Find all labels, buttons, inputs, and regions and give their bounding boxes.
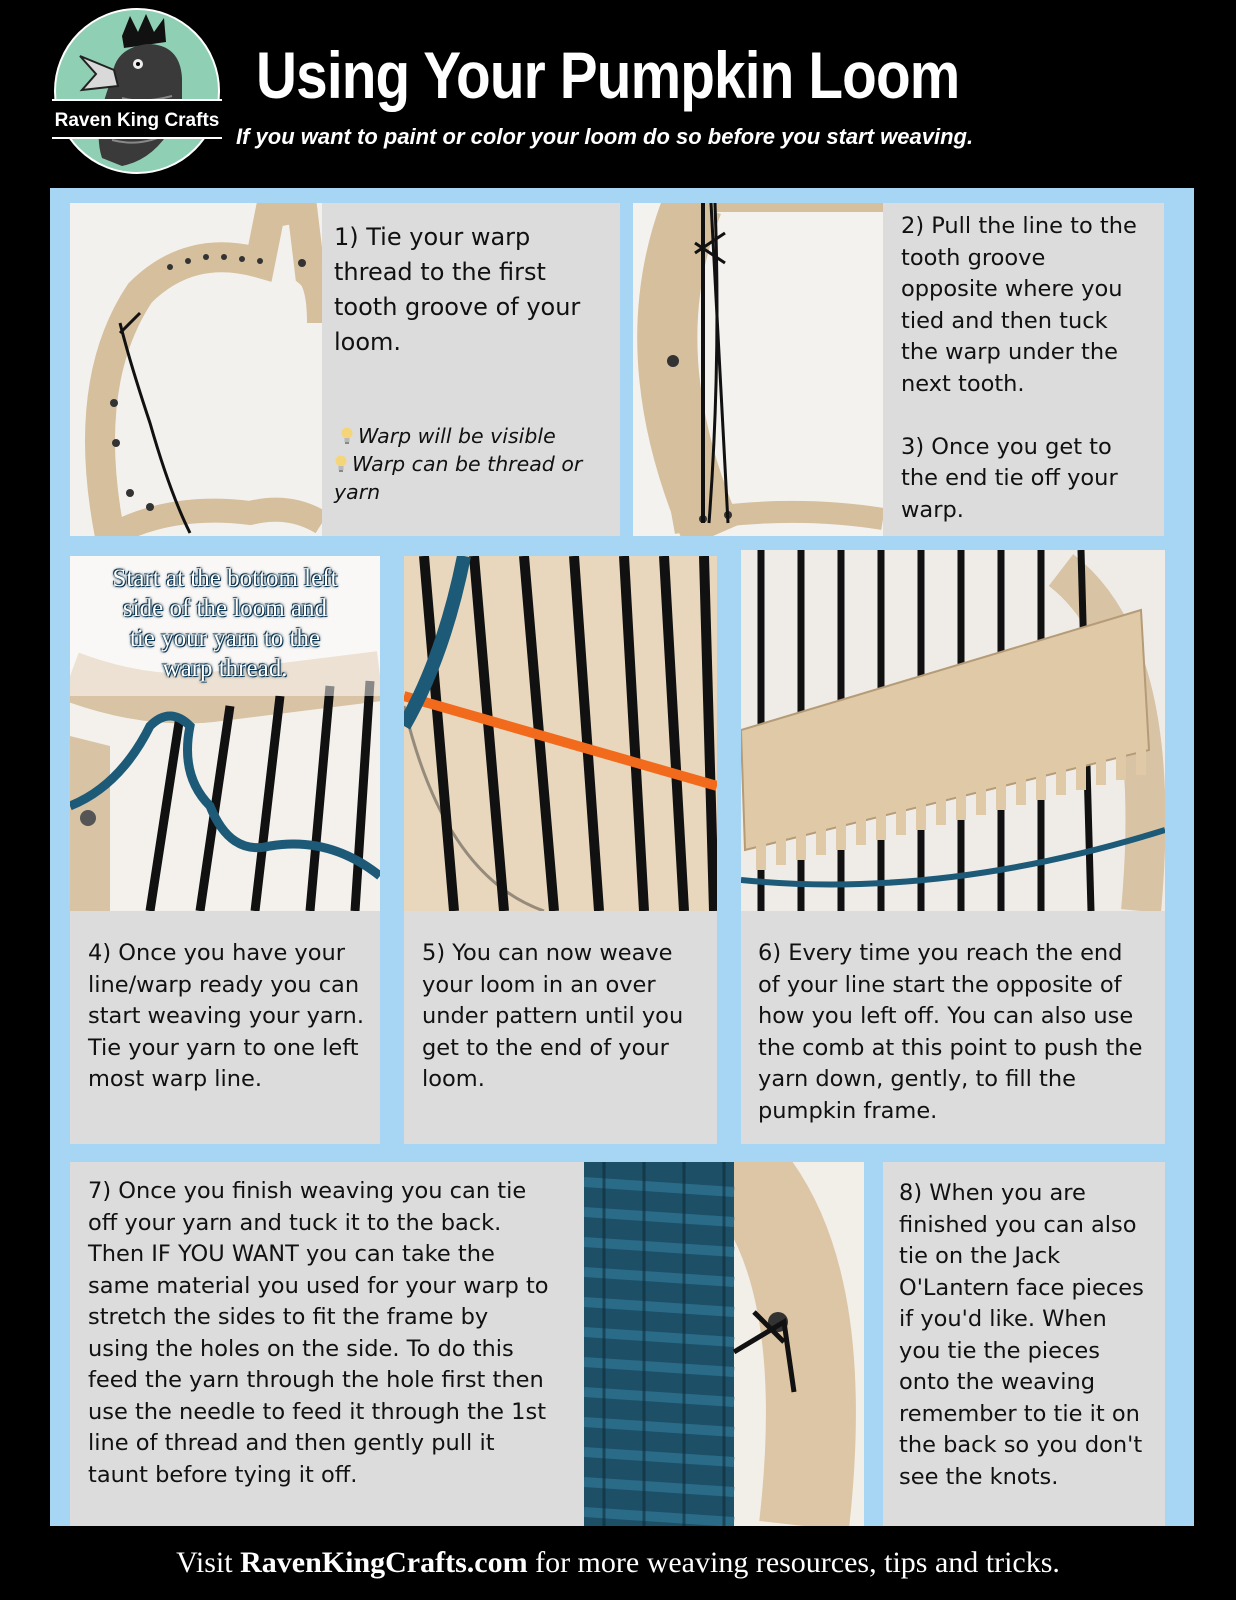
step2-3-text: 2) Pull the line to the tooth groove opposite where you tied and then tuck the warp under the next tooth. 3) Once you get to the end tie off your warp.: [901, 213, 1137, 523]
footer-site-link[interactable]: RavenKingCrafts.com: [240, 1546, 528, 1579]
step4-photo: [70, 556, 380, 911]
step6-photo: [741, 550, 1165, 911]
raven-king-logo: [52, 8, 222, 174]
page-subtitle: If you want to paint or color your loom do so before you start weaving.: [236, 124, 974, 149]
footer-suffix: for more weaving resources, tips and tricks.: [527, 1546, 1060, 1579]
step1-text: 1) Tie your warp thread to the first tooth groove of your loom.: [334, 223, 581, 356]
page-title: Using Your Pumpkin Loom: [256, 38, 960, 112]
step5-text: 5) You can now weave your loom in an over under pattern until you get to the end of your loom.: [422, 940, 684, 1092]
tip-text: Warp can be thread or yarn: [334, 452, 583, 504]
step1-tip-2: [334, 422, 604, 506]
logo-text: Raven King Crafts: [54, 110, 220, 131]
step4-photo-caption: Start at the bottom left side of the loom and tie your yarn to the warp thread.: [112, 565, 338, 682]
step7-photo: [584, 1162, 864, 1526]
step4-text: 4) Once you have your line/warp ready you can start weaving your yarn. Tie your yarn to one left most warp line.: [88, 940, 364, 1092]
footer-prefix: Visit: [176, 1546, 241, 1579]
lightbulb-icon: [334, 455, 348, 473]
step1-photo: [70, 203, 322, 536]
step6-text: 6) Every time you reach the end of your line start the opposite of how you left off. You can also use the comb at this point to push the yarn down, gently, to fill the pumpkin frame.: [758, 940, 1143, 1124]
step5-photo: [404, 556, 717, 911]
tip-text: Warp will be visible: [358, 424, 556, 448]
step2-photo: [633, 203, 883, 536]
step8-text: 8) When you are finished you can also tie on the Jack O'Lantern face pieces if you'd like. When you tie the pieces onto the weaving remember to tie it on the back so you don't see the knots.: [899, 1180, 1144, 1490]
header: [0, 0, 1236, 188]
footer: [0, 1526, 1236, 1600]
step7-text: 7) Once you finish weaving you can tie off your yarn and tuck it to the back. Then IF YOU WANT you can take the same material you used for your warp to stretch the sides to fit the frame by using the holes on the side. To do this feed the yarn through the hole first then use the needle to feed it through the 1st line of thread and then gently pull it taunt before tying it off.: [88, 1178, 549, 1488]
